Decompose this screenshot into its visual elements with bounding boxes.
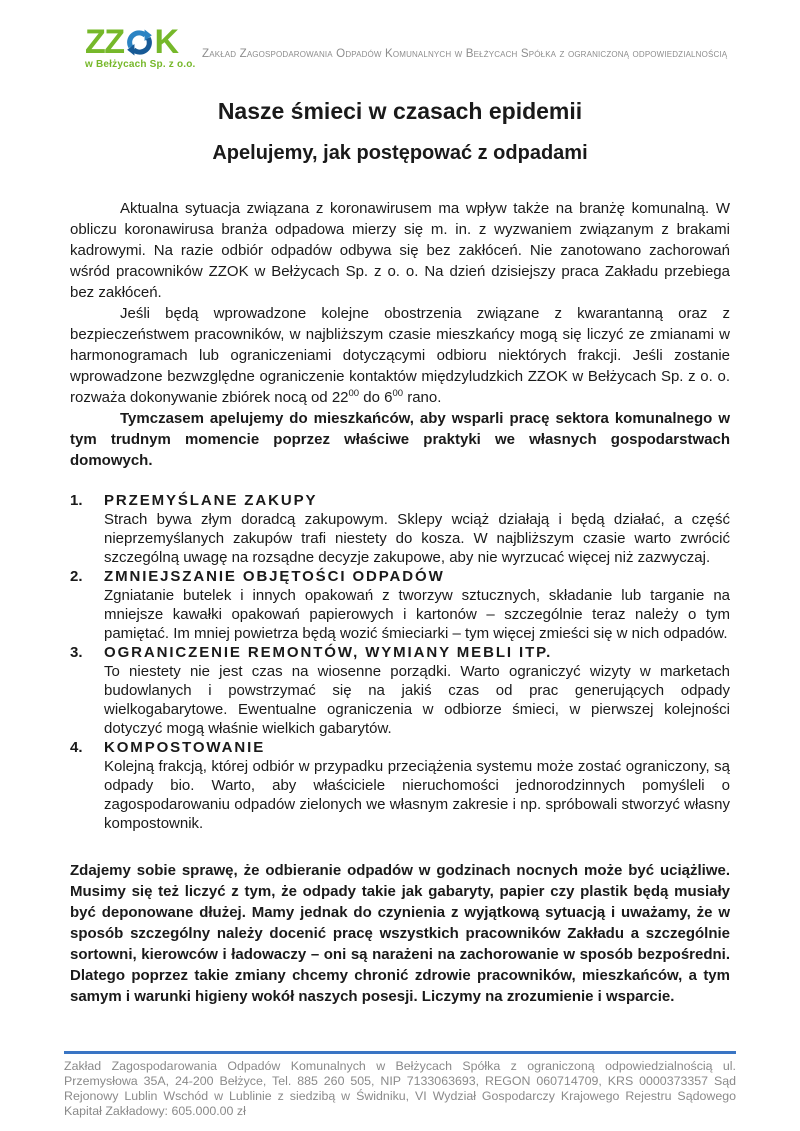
letterhead (85, 23, 737, 70)
item-body: To niestety nie jest czas na wiosenne porządki. Warto ograniczyć wizyty w marketach budowlanych i powstrzymać się na jakiś czas od prac generujących odpady wielkogabarytowe. Ewentualne ograniczenia w odbiorze śmieci, w pierwszej kolejności dotyczyć mogą właśnie wielkich gabarytów. (104, 663, 730, 737)
list-item (70, 643, 730, 738)
item-number: 3. (70, 644, 83, 661)
hour-superscript: 00 (348, 388, 360, 399)
company-name: Zakład Zagospodarowania Odpadów Komunalnych w Bełżycach Spółka z ograniczoną odpowiedzialnością (202, 46, 728, 60)
p2-text-3: rano. (403, 389, 442, 406)
logo-wordmark (85, 23, 187, 61)
logo-subtext: w Bełżycach Sp. z o.o. (85, 59, 196, 70)
p2-text-1: Jeśli będą wprowadzone kolejne obostrzenia związane z kwarantanną oraz z bezpieczeństwem pracowników, w najbliższym czasie mieszkańcy mogą się liczyć ze zmianami w harmonogramach lub ograniczeniami dotyczącymi odbioru niektórych frakcji. Jeśli zostanie wprowadzone bezwzględne ograniczenie kontaktów międzyludzkich ZZOK w Bełżycach Sp. z o. o. rozważa dokonywanie zbiórek nocą od 22 (70, 305, 730, 406)
item-heading: OGRANICZENIE REMONTÓW, WYMIANY MEBLI ITP. (104, 644, 553, 661)
item-body: Kolejną frakcją, której odbiór w przypadku przeciążenia systemu może zostać ograniczony, są odpady bio. Warto, aby właściciele nieruchomości jednorodzinnych pomyśleli o zagospodarowaniu odpadów zielonych we własnym zakresie i np. spróbowali stworzyć własny kompostownik. (104, 758, 730, 832)
document-title: Nasze śmieci w czasach epidemii (217, 98, 583, 124)
page-footer (64, 1051, 736, 1119)
document-subtitle: Apelujemy, jak postępować z odpadami (212, 142, 588, 164)
list-item (70, 491, 730, 567)
list-item (70, 738, 730, 833)
appeal-paragraph: Tymczasem apelujemy do mieszkańców, aby wsparli pracę sektora komunalnego w tym trudnym momencie poprzez właściwe praktyki we własnych gospodarstwach domowych. (70, 410, 730, 469)
item-body: Strach bywa złym doradcą zakupowym. Sklepy wciąż działają i będą działać, a część nieprzemyślanych zakupów trafi niestety do kosza. W najbliższym czasie warto zwrócić szczególną uwagę na rozsądne decyzje zakupowe, aby nie wyrzucać więcej niż zazwyczaj. (104, 511, 730, 566)
logo-text-left: ZZ (85, 23, 124, 61)
list-item (70, 567, 730, 643)
closing-paragraph: Zdajemy sobie sprawę, że odbieranie odpadów w godzinach nocnych może być uciążliwe. Musimy się też liczyć z tym, że odpady takie jak gabaryty, papier czy plastik będą musiały być deponowane dłużej. Mamy jednak do czynienia z wyjątkową sytuacją i uważamy, że w sposób szczególny należy docenić pracę wszystkich pracowników Zakładu a szczególnie sortowni, kierowców i ładowaczy – oni są narażeni na zachorowanie w sposób bezpośredni. Dlatego poprzez takie zmiany chcemy chronić zdrowie pracowników, mieszkańców, a tym samym i warunki higieny wokół naszych posesji. Liczymy na zrozumienie i wsparcie. (70, 862, 730, 1005)
hour-superscript: 00 (392, 388, 404, 399)
logo-text-right: K (154, 23, 178, 61)
item-heading: KOMPOSTOWANIE (104, 739, 266, 756)
p2-text-2: do 6 (359, 389, 393, 406)
footer-legal-text: Zakład Zagospodarowania Odpadów Komunalnych w Bełżycach Spółka z ograniczoną odpowiedzialnością ul. Przemysłowa 35A, 24-200 Bełżyce, Tel. 885 260 505, NIP 7133063693, REGON 060714709, KRS 0000373357 Sąd Rejonowy Lublin Wschód w Lublinie z siedzibą w Świdniku, VI Wydział Gospodarczy Krajowego Rejestru Sądowego Kapitał Zakładowy: 605.000.00 zł (64, 1059, 736, 1118)
zzok-logo (85, 23, 196, 70)
item-body: Zgniatanie butelek i innych opakowań z tworzyw sztucznych, składanie lub targanie na mniejsze kawałki opakowań papierowych i kartonów – szczególnie teraz należy o tym pamiętać. Im mniej powietrza będą wozić śmieciarki – tym więcej zmieści się w nich odpadów. (104, 587, 730, 642)
item-heading: ZMNIEJSZANIE OBJĘTOŚCI ODPADÓW (104, 568, 445, 585)
intro-paragraph-2 (70, 303, 730, 408)
item-number: 4. (70, 739, 83, 756)
document-body (70, 88, 730, 1007)
item-number: 2. (70, 568, 83, 585)
item-number: 1. (70, 492, 83, 509)
intro-section (70, 198, 730, 471)
advice-list (70, 491, 730, 833)
item-heading: PRZEMYŚLANE ZAKUPY (104, 492, 318, 509)
intro-paragraph-1: Aktualna sytuacja związana z koronawirusem ma wpływ także na branżę komunalną. W obliczu koronawirusa branża odpadowa mierzy się m. in. z wyzwaniem związanym z brakami kadrowymi. Na razie odbiór odpadów odbywa się bez zakłóceń. Nie zanotowano zachorowań wśród pracowników ZZOK w Bełżycach Sp. z o. o. Na dzień dzisiejszy praca Zakładu przebiega bez zakłóceń. (70, 200, 730, 301)
recycle-arrows-icon (125, 28, 154, 57)
